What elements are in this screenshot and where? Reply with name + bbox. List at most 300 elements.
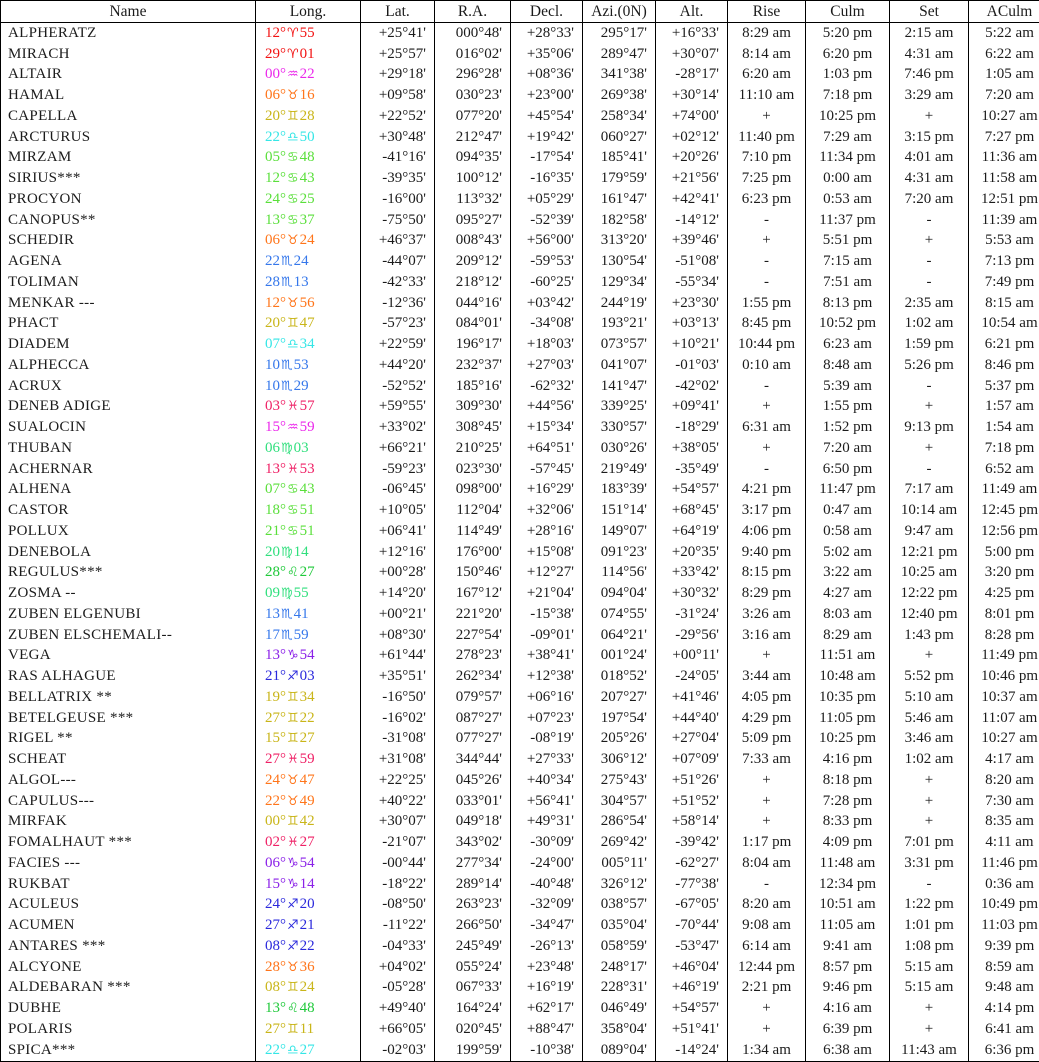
- set-cell: 1:59 pm: [890, 334, 969, 355]
- lat-cell: +66°05': [361, 1019, 435, 1040]
- aculm-cell: 11:39 am: [969, 210, 1039, 231]
- azi-cell: 258°34': [583, 106, 656, 127]
- ra-cell: 196°17': [435, 334, 511, 355]
- zodiac-longitude: 22°♉49: [265, 792, 315, 809]
- ra-cell: 185°16': [435, 376, 511, 397]
- zodiac-longitude: 24°♋25: [265, 190, 315, 207]
- decl-cell: +45°54': [511, 106, 583, 127]
- table-row: [1, 646, 1039, 667]
- virgo-icon: ♍: [281, 440, 293, 456]
- zodiac-longitude: 17♏59: [265, 626, 309, 643]
- aculm-cell: 11:46 pm: [969, 853, 1039, 874]
- table-row: [1, 355, 1039, 376]
- table-row: [1, 500, 1039, 521]
- longitude-cell: [256, 957, 361, 978]
- ra-cell: 055°24': [435, 957, 511, 978]
- set-cell: 12:22 pm: [890, 583, 969, 604]
- zodiac-longitude: 20♍14: [265, 543, 309, 560]
- gemini-icon: ♊: [287, 689, 299, 705]
- table-row: [1, 480, 1039, 501]
- rise-cell: 11:40 pm: [728, 127, 806, 148]
- gemini-icon: ♊: [287, 980, 299, 996]
- azi-cell: 269°42': [583, 832, 656, 853]
- ra-cell: 030°23': [435, 85, 511, 106]
- lat-cell: -21°07': [361, 832, 435, 853]
- set-cell: 5:52 pm: [890, 666, 969, 687]
- leo-icon: ♌: [287, 565, 299, 581]
- set-cell: -: [890, 376, 969, 397]
- azi-cell: 341°38': [583, 65, 656, 86]
- longitude-cell: [256, 729, 361, 750]
- lat-cell: +30°07': [361, 812, 435, 833]
- decl-cell: +23°48': [511, 957, 583, 978]
- ra-cell: 016°02': [435, 44, 511, 65]
- azi-cell: 330°57': [583, 417, 656, 438]
- azi-cell: 089°04': [583, 1040, 656, 1062]
- set-cell: 3:15 pm: [890, 127, 969, 148]
- set-cell: 9:13 pm: [890, 417, 969, 438]
- longitude-cell: [256, 438, 361, 459]
- table-row: [1, 542, 1039, 563]
- longitude-cell: [256, 749, 361, 770]
- rise-cell: 3:17 pm: [728, 500, 806, 521]
- table-row: [1, 85, 1039, 106]
- decl-cell: -10°38': [511, 1040, 583, 1062]
- longitude-cell: [256, 106, 361, 127]
- culm-cell: 11:51 am: [806, 646, 890, 667]
- decl-cell: +28°33': [511, 23, 583, 44]
- azi-cell: 228°31': [583, 978, 656, 999]
- rise-cell: 8:29 am: [728, 23, 806, 44]
- ra-cell: 164°24': [435, 998, 511, 1019]
- ra-cell: 289°14': [435, 874, 511, 895]
- culm-cell: 10:25 pm: [806, 106, 890, 127]
- ra-cell: 344°44': [435, 749, 511, 770]
- ra-cell: 020°45': [435, 1019, 511, 1040]
- azi-cell: 248°17': [583, 957, 656, 978]
- rise-cell: +: [728, 770, 806, 791]
- table-row: [1, 604, 1039, 625]
- set-cell: +: [890, 770, 969, 791]
- lat-cell: -11°22': [361, 915, 435, 936]
- column-header-azi: Azi.(0N): [583, 1, 656, 23]
- culm-cell: 0:47 am: [806, 500, 890, 521]
- lat-cell: -41°16': [361, 148, 435, 169]
- rise-cell: 5:09 pm: [728, 729, 806, 750]
- star-name-cell: MIRZAM: [1, 148, 256, 169]
- gemini-icon: ♊: [287, 1021, 299, 1037]
- aculm-cell: 8:59 am: [969, 957, 1039, 978]
- alt-cell: -62°27': [656, 853, 728, 874]
- set-cell: +: [890, 1019, 969, 1040]
- table-row: [1, 210, 1039, 231]
- star-name-cell: RUKBAT: [1, 874, 256, 895]
- rise-cell: 1:17 pm: [728, 832, 806, 853]
- aquarius-icon: ♒: [287, 420, 299, 436]
- zodiac-longitude: 15°♒59: [265, 419, 315, 436]
- star-name-cell: TOLIMAN: [1, 272, 256, 293]
- culm-cell: 0:53 am: [806, 189, 890, 210]
- azi-cell: 094°04': [583, 583, 656, 604]
- table-row: [1, 978, 1039, 999]
- zodiac-longitude: 10♏29: [265, 377, 309, 394]
- aculm-cell: 4:14 pm: [969, 998, 1039, 1019]
- longitude-cell: [256, 770, 361, 791]
- culm-cell: 11:37 pm: [806, 210, 890, 231]
- decl-cell: -34°08': [511, 314, 583, 335]
- star-name-cell: MIRFAK: [1, 812, 256, 833]
- decl-cell: +38°41': [511, 646, 583, 667]
- set-cell: 7:20 am: [890, 189, 969, 210]
- zodiac-longitude: 13♏41: [265, 605, 309, 622]
- star-name-cell: CANOPUS**: [1, 210, 256, 231]
- rise-cell: 11:10 am: [728, 85, 806, 106]
- decl-cell: +32°06': [511, 500, 583, 521]
- aculm-cell: 4:11 am: [969, 832, 1039, 853]
- table-row: [1, 812, 1039, 833]
- aculm-cell: 5:37 pm: [969, 376, 1039, 397]
- zodiac-longitude: 22♏24: [265, 253, 309, 270]
- aculm-cell: 7:13 pm: [969, 251, 1039, 272]
- zodiac-longitude: 24°♐20: [265, 896, 315, 913]
- zodiac-longitude: 07°♎34: [265, 336, 315, 353]
- zodiac-longitude: 27°♐21: [265, 917, 315, 934]
- aculm-cell: 8:15 am: [969, 293, 1039, 314]
- cancer-icon: ♋: [287, 171, 299, 187]
- set-cell: 5:10 am: [890, 687, 969, 708]
- rise-cell: 8:45 pm: [728, 314, 806, 335]
- alt-cell: +23°30': [656, 293, 728, 314]
- table-row: [1, 895, 1039, 916]
- taurus-icon: ♉: [287, 295, 299, 311]
- aries-icon: ♈: [287, 25, 299, 41]
- azi-cell: 358°04': [583, 1019, 656, 1040]
- ra-cell: 296°28': [435, 65, 511, 86]
- culm-cell: 11:47 pm: [806, 480, 890, 501]
- decl-cell: +49°31': [511, 812, 583, 833]
- longitude-cell: [256, 1019, 361, 1040]
- zodiac-longitude: 21°♐03: [265, 668, 315, 685]
- decl-cell: +27°03': [511, 355, 583, 376]
- lat-cell: +30°48': [361, 127, 435, 148]
- star-name-cell: BETELGEUSE ***: [1, 708, 256, 729]
- lat-cell: +35°51': [361, 666, 435, 687]
- aculm-cell: 7:27 pm: [969, 127, 1039, 148]
- star-name-cell: MIRACH: [1, 44, 256, 65]
- culm-cell: 8:33 pm: [806, 812, 890, 833]
- lat-cell: +33°02': [361, 417, 435, 438]
- rise-cell: 7:10 pm: [728, 148, 806, 169]
- set-cell: +: [890, 812, 969, 833]
- rise-cell: 4:29 pm: [728, 708, 806, 729]
- rise-cell: +: [728, 998, 806, 1019]
- ra-cell: 079°57': [435, 687, 511, 708]
- rise-cell: +: [728, 646, 806, 667]
- aculm-cell: 5:53 am: [969, 231, 1039, 252]
- decl-cell: -15°38': [511, 604, 583, 625]
- culm-cell: 10:25 pm: [806, 729, 890, 750]
- table-row: [1, 127, 1039, 148]
- lat-cell: -08°50': [361, 895, 435, 916]
- column-header-set: Set: [890, 1, 969, 23]
- lat-cell: -42°33': [361, 272, 435, 293]
- alt-cell: +46°19': [656, 978, 728, 999]
- column-header-culm: Culm: [806, 1, 890, 23]
- culm-cell: 8:57 pm: [806, 957, 890, 978]
- table-row: [1, 708, 1039, 729]
- aculm-cell: 6:36 pm: [969, 1040, 1039, 1062]
- taurus-icon: ♉: [287, 233, 299, 249]
- decl-cell: +62°17': [511, 998, 583, 1019]
- set-cell: 11:43 am: [890, 1040, 969, 1062]
- lat-cell: +22°25': [361, 770, 435, 791]
- rise-cell: -: [728, 272, 806, 293]
- aculm-cell: 1:57 am: [969, 397, 1039, 418]
- zodiac-longitude: 13°♋37: [265, 211, 315, 228]
- lat-cell: -44°07': [361, 251, 435, 272]
- decl-cell: -32°09': [511, 895, 583, 916]
- ra-cell: 266°50': [435, 915, 511, 936]
- set-cell: 3:29 am: [890, 85, 969, 106]
- ra-cell: 044°16': [435, 293, 511, 314]
- virgo-icon: ♍: [281, 586, 293, 602]
- decl-cell: +12°27': [511, 563, 583, 584]
- longitude-cell: [256, 127, 361, 148]
- azi-cell: 197°54': [583, 708, 656, 729]
- decl-cell: -26°13': [511, 936, 583, 957]
- alt-cell: -29°56': [656, 625, 728, 646]
- lat-cell: +08°30': [361, 625, 435, 646]
- set-cell: 1:08 pm: [890, 936, 969, 957]
- star-name-cell: ALGOL---: [1, 770, 256, 791]
- azi-cell: 205°26': [583, 729, 656, 750]
- scorpio-icon: ♏: [281, 627, 293, 643]
- decl-cell: +07°23': [511, 708, 583, 729]
- rise-cell: -: [728, 376, 806, 397]
- star-name-cell: SCHEAT: [1, 749, 256, 770]
- azi-cell: 326°12': [583, 874, 656, 895]
- set-cell: 12:21 pm: [890, 542, 969, 563]
- rise-cell: 3:16 am: [728, 625, 806, 646]
- ra-cell: 045°26': [435, 770, 511, 791]
- alt-cell: -14°24': [656, 1040, 728, 1062]
- rise-cell: +: [728, 1019, 806, 1040]
- culm-cell: 8:29 am: [806, 625, 890, 646]
- decl-cell: -59°53': [511, 251, 583, 272]
- alt-cell: +09°41': [656, 397, 728, 418]
- sagittarius-icon: ♐: [287, 918, 299, 934]
- pisces-icon: ♓: [287, 752, 299, 768]
- ra-cell: 308°45': [435, 417, 511, 438]
- star-name-cell: BELLATRIX **: [1, 687, 256, 708]
- longitude-cell: [256, 500, 361, 521]
- culm-cell: 7:18 pm: [806, 85, 890, 106]
- star-name-cell: DIADEM: [1, 334, 256, 355]
- zodiac-longitude: 13°♑54: [265, 647, 315, 664]
- table-row: [1, 853, 1039, 874]
- culm-cell: 7:29 am: [806, 127, 890, 148]
- star-name-cell: ACUMEN: [1, 915, 256, 936]
- decl-cell: -40°48': [511, 874, 583, 895]
- lat-cell: -31°08': [361, 729, 435, 750]
- longitude-cell: [256, 148, 361, 169]
- set-cell: 12:40 pm: [890, 604, 969, 625]
- longitude-cell: [256, 915, 361, 936]
- longitude-cell: [256, 874, 361, 895]
- alt-cell: -18°29': [656, 417, 728, 438]
- ra-cell: 278°23': [435, 646, 511, 667]
- culm-cell: 4:09 pm: [806, 832, 890, 853]
- azi-cell: 339°25': [583, 397, 656, 418]
- alt-cell: +21°56': [656, 168, 728, 189]
- longitude-cell: [256, 44, 361, 65]
- azi-cell: 141°47': [583, 376, 656, 397]
- alt-cell: -42°02': [656, 376, 728, 397]
- culm-cell: 11:48 am: [806, 853, 890, 874]
- azi-cell: 185°41': [583, 148, 656, 169]
- culm-cell: 12:34 pm: [806, 874, 890, 895]
- header-row: [1, 1, 1039, 23]
- column-header-aculm: ACulm: [969, 1, 1039, 23]
- lat-cell: +09°58': [361, 85, 435, 106]
- longitude-cell: [256, 397, 361, 418]
- column-header-ra: R.A.: [435, 1, 511, 23]
- zodiac-longitude: 22°♎27: [265, 1041, 315, 1058]
- longitude-cell: [256, 65, 361, 86]
- lat-cell: -02°03': [361, 1040, 435, 1062]
- scorpio-icon: ♏: [281, 378, 293, 394]
- culm-cell: 1:52 pm: [806, 417, 890, 438]
- longitude-cell: [256, 272, 361, 293]
- set-cell: +: [890, 397, 969, 418]
- culm-cell: 4:16 pm: [806, 749, 890, 770]
- zodiac-longitude: 12°♉56: [265, 294, 315, 311]
- zodiac-longitude: 06♍03: [265, 439, 309, 456]
- star-name-cell: ACRUX: [1, 376, 256, 397]
- set-cell: +: [890, 106, 969, 127]
- rise-cell: 4:05 pm: [728, 687, 806, 708]
- table-row: [1, 106, 1039, 127]
- lat-cell: -05°28': [361, 978, 435, 999]
- star-name-cell: CAPULUS---: [1, 791, 256, 812]
- decl-cell: -30°09': [511, 832, 583, 853]
- set-cell: +: [890, 791, 969, 812]
- star-name-cell: CAPELLA: [1, 106, 256, 127]
- star-name-cell: ZUBEN ELSCHEMALI--: [1, 625, 256, 646]
- longitude-cell: [256, 251, 361, 272]
- longitude-cell: [256, 521, 361, 542]
- taurus-icon: ♉: [287, 88, 299, 104]
- set-cell: +: [890, 998, 969, 1019]
- lat-cell: +22°52': [361, 106, 435, 127]
- cancer-icon: ♋: [287, 212, 299, 228]
- culm-cell: 0:58 am: [806, 521, 890, 542]
- ra-cell: 212°47': [435, 127, 511, 148]
- aculm-cell: 3:20 pm: [969, 563, 1039, 584]
- zodiac-longitude: 08°♊24: [265, 979, 315, 996]
- star-name-cell: ACULEUS: [1, 895, 256, 916]
- gemini-icon: ♊: [287, 814, 299, 830]
- azi-cell: 001°24': [583, 646, 656, 667]
- set-cell: 4:01 am: [890, 148, 969, 169]
- ra-cell: 150°46': [435, 563, 511, 584]
- alt-cell: +38°05': [656, 438, 728, 459]
- alt-cell: +46°04': [656, 957, 728, 978]
- rise-cell: 9:40 pm: [728, 542, 806, 563]
- aculm-cell: 12:56 pm: [969, 521, 1039, 542]
- rise-cell: +: [728, 106, 806, 127]
- decl-cell: +12°38': [511, 666, 583, 687]
- longitude-cell: [256, 542, 361, 563]
- taurus-icon: ♉: [287, 772, 299, 788]
- pisces-icon: ♓: [287, 461, 299, 477]
- star-name-cell: ANTARES ***: [1, 936, 256, 957]
- culm-cell: 6:20 pm: [806, 44, 890, 65]
- longitude-cell: [256, 459, 361, 480]
- alt-cell: +02°12': [656, 127, 728, 148]
- longitude-cell: [256, 791, 361, 812]
- table-row: [1, 376, 1039, 397]
- alt-cell: -70°44': [656, 915, 728, 936]
- table-row: [1, 293, 1039, 314]
- alt-cell: +10°21': [656, 334, 728, 355]
- star-name-cell: AGENA: [1, 251, 256, 272]
- set-cell: -: [890, 459, 969, 480]
- ra-cell: 112°04': [435, 500, 511, 521]
- alt-cell: +54°57': [656, 998, 728, 1019]
- lat-cell: +40°22': [361, 791, 435, 812]
- set-cell: +: [890, 646, 969, 667]
- alt-cell: +20°26': [656, 148, 728, 169]
- culm-cell: 8:03 am: [806, 604, 890, 625]
- set-cell: 7:17 am: [890, 480, 969, 501]
- zodiac-longitude: 28°♌27: [265, 564, 315, 581]
- longitude-cell: [256, 936, 361, 957]
- column-header-rise: Rise: [728, 1, 806, 23]
- aculm-cell: 1:05 am: [969, 65, 1039, 86]
- libra-icon: ♎: [287, 1042, 299, 1058]
- alt-cell: +16°33': [656, 23, 728, 44]
- ra-cell: 210°25': [435, 438, 511, 459]
- culm-cell: 5:20 pm: [806, 23, 890, 44]
- azi-cell: 130°54': [583, 251, 656, 272]
- decl-cell: +18°03': [511, 334, 583, 355]
- alt-cell: -55°34': [656, 272, 728, 293]
- table-row: [1, 314, 1039, 335]
- set-cell: -: [890, 210, 969, 231]
- lat-cell: -18°22': [361, 874, 435, 895]
- azi-cell: 179°59': [583, 168, 656, 189]
- azi-cell: 286°54': [583, 812, 656, 833]
- ra-cell: 263°23': [435, 895, 511, 916]
- culm-cell: 10:51 am: [806, 895, 890, 916]
- star-name-cell: SIRIUS***: [1, 168, 256, 189]
- aculm-cell: 11:07 am: [969, 708, 1039, 729]
- set-cell: 1:43 pm: [890, 625, 969, 646]
- star-name-cell: ALCYONE: [1, 957, 256, 978]
- decl-cell: +28°16': [511, 521, 583, 542]
- culm-cell: 7:20 am: [806, 438, 890, 459]
- decl-cell: +21°04': [511, 583, 583, 604]
- ra-cell: 221°20': [435, 604, 511, 625]
- alt-cell: -24°05': [656, 666, 728, 687]
- star-name-cell: ALDEBARAN ***: [1, 978, 256, 999]
- ra-cell: 232°37': [435, 355, 511, 376]
- aculm-cell: 1:54 am: [969, 417, 1039, 438]
- alt-cell: +27°04': [656, 729, 728, 750]
- table-row: [1, 459, 1039, 480]
- table-row: [1, 666, 1039, 687]
